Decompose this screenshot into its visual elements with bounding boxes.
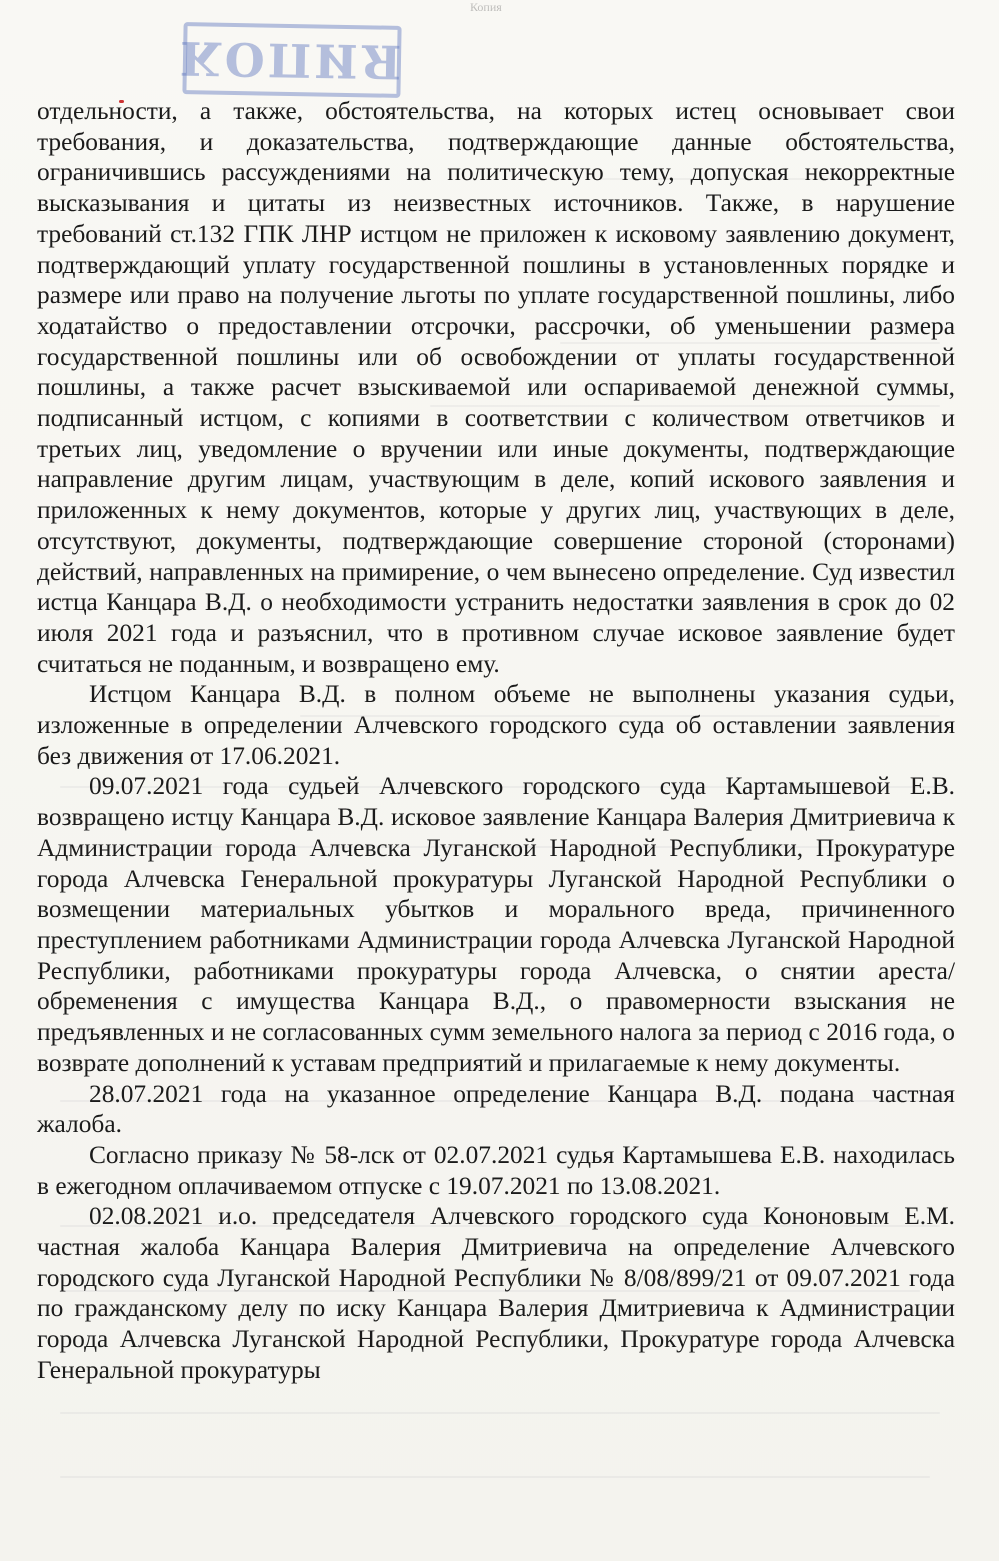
top-handwritten-mark: Копия — [470, 0, 502, 14]
document-body — [37, 96, 955, 1386]
paragraph-continuation: отдельности, а также, обстоятельства, на которых истец основывает свои требования, и доказательства, подтверждающие данные обстоятельства, ограничившись рассуждениями на политическую тему, допуская некорректные высказывания и цитаты из неизвестных источников. Также, в нарушение требований ст.132 ГПК ЛНР истцом не приложен к исковому заявлению документ, подтверждающий уплату государственной пошлины в установленных порядке и размере или право на получение льготы по уплате государственной пошлины, либо ходатайство о предоставлении отсрочки, рассрочки, об уменьшении размера государственной пошлины или об освобождении от уплаты государственной пошлины, а также расчет взыскиваемой или оспариваемой денежной суммы, подписанный истцом, с копиями в соответствии с количеством ответчиков и третьих лиц, уведомление о вручении или иные документы, подтверждающие направление другим лицам, участвующим в деле, копий искового заявления и приложенных к нему документов, которые у других лиц, участвующих в деле, отсутствуют, документы, подтверждающие совершение стороной (сторонами) действий, направленных на примирение, о чем вынесено определение. Суд известил истца Канцара В.Д. о необходимости устранить недостатки заявления в срок до 02 июля 2021 года и разъяснил, что в противном случае исковое заявление будет считаться не поданным, и возвращено ему. — [37, 97, 955, 678]
copy-stamp-text: КОПИЯ — [179, 31, 405, 89]
paragraph-claim-returned: 09.07.2021 года судьей Алчевского городского суда Картамышевой Е.В. возвращено истцу Канцара В.Д. исковое заявление Канцара Валерия Дмитриевича к Администрации города Алчевска Луганской Народной Республики, Прокуратуре города Алчевска Генеральной прокуратуры Луганской Народной Республики о возмещении материальных убытков и морального вреда, причиненного преступлением работниками Администрации города Алчевска Луганской Народной Республики, работниками прокуратуры города Алчевска, о снятии ареста/обременения с имущества Канцара В.Д., о правомерности взыскания не предъявленных и не согласованных сумм земельного налога за период с 2016 года, о возврате дополнений к уставам предприятий и прилагаемые к нему документы. — [37, 772, 955, 1077]
copy-stamp — [179, 22, 405, 98]
paragraph-private-complaint: 28.07.2021 года на указанное определение Канцара В.Д. подана частная жалоба. — [37, 1079, 955, 1139]
paragraph-acting-chairman: 02.08.2021 и.о. председателя Алчевского городского суда Кононовым Е.М. частная жалоба Канцара Валерия Дмитриевича на определение Алчевского городского суда Луганской Народной Республики № 8/08/899/21 от 09.07.2021 года по гражданскому делу по иску Канцара Валерия Дмитриевича к Администрации города Алчевска Луганской Народной Республики, Прокуратуре города Алчевска Генеральной прокуратуры — [37, 1202, 955, 1384]
paragraph-instructions-not-fulfilled: Истцом Канцара В.Д. в полном объеме не выполнены указания судьи, изложенные в определении Алчевского городского суда об оставлении заявления без движения от 17.06.2021. — [37, 680, 955, 770]
paragraph-judge-vacation: Согласно приказу № 58-лск от 02.07.2021 судья Картамышева Е.В. находилась в ежегодном оплачиваемом отпуске с 19.07.2021 по 13.08.2021. — [37, 1140, 955, 1200]
